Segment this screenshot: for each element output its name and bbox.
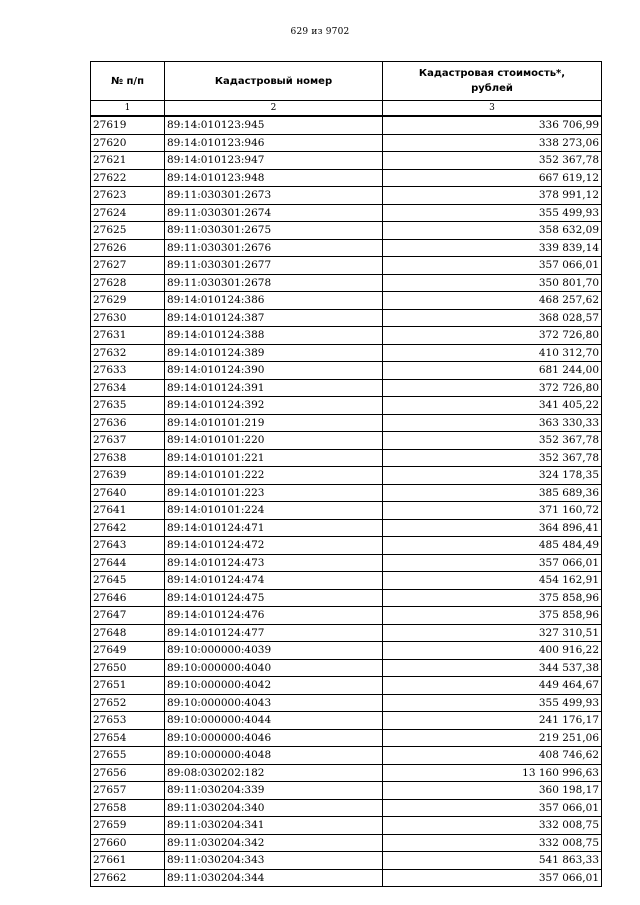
row-number-cell: 27655 bbox=[91, 747, 165, 765]
cadastral-number-cell: 89:11:030301:2677 bbox=[165, 257, 383, 275]
cadastral-number-cell: 89:11:030204:341 bbox=[165, 817, 383, 835]
header-row-number: № п/п bbox=[91, 62, 165, 101]
table-row bbox=[91, 257, 602, 275]
cadastral-value-cell: 358 632,09 bbox=[383, 222, 602, 240]
table-row bbox=[91, 309, 602, 327]
cadastral-value-cell: 385 689,36 bbox=[383, 484, 602, 502]
row-number-cell: 27623 bbox=[91, 187, 165, 205]
cadastral-value-cell: 352 367,78 bbox=[383, 449, 602, 467]
table-row bbox=[91, 572, 602, 590]
cadastral-value-cell: 336 706,99 bbox=[383, 116, 602, 134]
table-row bbox=[91, 467, 602, 485]
cadastral-value-cell: 372 726,80 bbox=[383, 379, 602, 397]
cadastral-number-cell: 89:14:010124:477 bbox=[165, 624, 383, 642]
cadastral-value-cell: 449 464,67 bbox=[383, 677, 602, 695]
table-row bbox=[91, 432, 602, 450]
cadastral-number-cell: 89:10:000000:4048 bbox=[165, 747, 383, 765]
cadastral-number-cell: 89:11:030204:342 bbox=[165, 834, 383, 852]
cadastral-value-cell: 339 839,14 bbox=[383, 239, 602, 257]
cadastral-value-cell: 371 160,72 bbox=[383, 502, 602, 520]
table-row bbox=[91, 799, 602, 817]
cadastral-number-cell: 89:14:010124:388 bbox=[165, 327, 383, 345]
cadastral-value-cell: 357 066,01 bbox=[383, 799, 602, 817]
cadastral-number-cell: 89:08:030202:182 bbox=[165, 764, 383, 782]
table-row bbox=[91, 449, 602, 467]
cadastral-number-cell: 89:14:010101:221 bbox=[165, 449, 383, 467]
table-header-row bbox=[91, 62, 602, 101]
cadastral-value-cell: 408 746,62 bbox=[383, 747, 602, 765]
row-number-cell: 27660 bbox=[91, 834, 165, 852]
row-number-cell: 27656 bbox=[91, 764, 165, 782]
row-number-cell: 27639 bbox=[91, 467, 165, 485]
cadastral-value-cell: 375 858,96 bbox=[383, 589, 602, 607]
table-row bbox=[91, 729, 602, 747]
cadastral-number-cell: 89:14:010124:475 bbox=[165, 589, 383, 607]
row-number-cell: 27653 bbox=[91, 712, 165, 730]
cadastral-number-cell: 89:14:010101:224 bbox=[165, 502, 383, 520]
cadastral-value-cell: 355 499,93 bbox=[383, 694, 602, 712]
row-number-cell: 27627 bbox=[91, 257, 165, 275]
row-number-cell: 27644 bbox=[91, 554, 165, 572]
table-row bbox=[91, 607, 602, 625]
row-number-cell: 27620 bbox=[91, 134, 165, 152]
row-number-cell: 27650 bbox=[91, 659, 165, 677]
cadastral-number-cell: 89:11:030204:339 bbox=[165, 782, 383, 800]
row-number-cell: 27622 bbox=[91, 169, 165, 187]
table-row bbox=[91, 554, 602, 572]
row-number-cell: 27632 bbox=[91, 344, 165, 362]
cadastral-number-cell: 89:14:010124:392 bbox=[165, 397, 383, 415]
cadastral-value-cell: 368 028,57 bbox=[383, 309, 602, 327]
table-row bbox=[91, 677, 602, 695]
cadastral-value-cell: 350 801,70 bbox=[383, 274, 602, 292]
cadastral-value-cell: 352 367,78 bbox=[383, 432, 602, 450]
cadastral-number-cell: 89:14:010123:948 bbox=[165, 169, 383, 187]
header-cadastral-value bbox=[383, 62, 602, 101]
table-row bbox=[91, 379, 602, 397]
cadastral-value-cell: 378 991,12 bbox=[383, 187, 602, 205]
column-number: 1 bbox=[91, 101, 165, 117]
header-cadastral-number: Кадастровый номер bbox=[165, 62, 383, 101]
row-number-cell: 27658 bbox=[91, 799, 165, 817]
row-number-cell: 27648 bbox=[91, 624, 165, 642]
cadastral-value-cell: 327 310,51 bbox=[383, 624, 602, 642]
table-row bbox=[91, 852, 602, 870]
row-number-cell: 27657 bbox=[91, 782, 165, 800]
cadastral-value-cell: 681 244,00 bbox=[383, 362, 602, 380]
header-cadastral-value-line1: Кадастровая стоимость*, bbox=[418, 68, 566, 79]
cadastral-value-cell: 363 330,33 bbox=[383, 414, 602, 432]
row-number-cell: 27647 bbox=[91, 607, 165, 625]
cadastral-number-cell: 89:14:010101:220 bbox=[165, 432, 383, 450]
row-number-cell: 27654 bbox=[91, 729, 165, 747]
cadastral-value-cell: 341 405,22 bbox=[383, 397, 602, 415]
page-number-header: 629 из 9702 bbox=[290, 27, 350, 37]
cadastral-number-cell: 89:11:030204:343 bbox=[165, 852, 383, 870]
cadastral-number-cell: 89:14:010124:390 bbox=[165, 362, 383, 380]
row-number-cell: 27651 bbox=[91, 677, 165, 695]
cadastral-value-cell: 360 198,17 bbox=[383, 782, 602, 800]
cadastral-value-cell: 468 257,62 bbox=[383, 292, 602, 310]
cadastral-value-cell: 357 066,01 bbox=[383, 257, 602, 275]
row-number-cell: 27642 bbox=[91, 519, 165, 537]
table-row bbox=[91, 239, 602, 257]
table-row bbox=[91, 484, 602, 502]
table-row bbox=[91, 782, 602, 800]
header-cadastral-value-line2: рублей bbox=[471, 83, 513, 94]
row-number-cell: 27621 bbox=[91, 152, 165, 170]
table-row bbox=[91, 414, 602, 432]
cadastral-value-cell: 667 619,12 bbox=[383, 169, 602, 187]
cadastral-number-cell: 89:14:010124:472 bbox=[165, 537, 383, 555]
table-row bbox=[91, 747, 602, 765]
table-row bbox=[91, 712, 602, 730]
row-number-cell: 27649 bbox=[91, 642, 165, 660]
cadastral-number-cell: 89:11:030301:2674 bbox=[165, 204, 383, 222]
cadastral-number-cell: 89:11:030301:2678 bbox=[165, 274, 383, 292]
row-number-cell: 27629 bbox=[91, 292, 165, 310]
cadastral-value-cell: 485 484,49 bbox=[383, 537, 602, 555]
row-number-cell: 27641 bbox=[91, 502, 165, 520]
row-number-cell: 27659 bbox=[91, 817, 165, 835]
cadastral-value-cell: 410 312,70 bbox=[383, 344, 602, 362]
cadastral-value-cell: 332 008,75 bbox=[383, 834, 602, 852]
row-number-cell: 27626 bbox=[91, 239, 165, 257]
table-row bbox=[91, 642, 602, 660]
table-row bbox=[91, 589, 602, 607]
column-number: 2 bbox=[165, 101, 383, 117]
cadastral-number-cell: 89:14:010101:219 bbox=[165, 414, 383, 432]
cadastral-number-cell: 89:14:010101:223 bbox=[165, 484, 383, 502]
cadastral-value-cell: 344 537,38 bbox=[383, 659, 602, 677]
cadastral-value-cell: 13 160 996,63 bbox=[383, 764, 602, 782]
cadastral-number-cell: 89:14:010124:391 bbox=[165, 379, 383, 397]
row-number-cell: 27637 bbox=[91, 432, 165, 450]
table-row bbox=[91, 397, 602, 415]
table-row bbox=[91, 344, 602, 362]
row-number-cell: 27645 bbox=[91, 572, 165, 590]
cadastral-value-cell: 219 251,06 bbox=[383, 729, 602, 747]
row-number-cell: 27628 bbox=[91, 274, 165, 292]
cadastral-number-cell: 89:14:010123:945 bbox=[165, 116, 383, 134]
cadastral-number-cell: 89:10:000000:4040 bbox=[165, 659, 383, 677]
cadastral-number-cell: 89:10:000000:4046 bbox=[165, 729, 383, 747]
row-number-cell: 27625 bbox=[91, 222, 165, 240]
cadastral-number-cell: 89:11:030301:2673 bbox=[165, 187, 383, 205]
cadastral-value-cell: 338 273,06 bbox=[383, 134, 602, 152]
row-number-cell: 27630 bbox=[91, 309, 165, 327]
table-row bbox=[91, 134, 602, 152]
table-row bbox=[91, 537, 602, 555]
cadastral-value-cell: 364 896,41 bbox=[383, 519, 602, 537]
table-row bbox=[91, 292, 602, 310]
row-number-cell: 27643 bbox=[91, 537, 165, 555]
column-number: 3 bbox=[383, 101, 602, 117]
row-number-cell: 27631 bbox=[91, 327, 165, 345]
row-number-cell: 27661 bbox=[91, 852, 165, 870]
cadastral-value-cell: 355 499,93 bbox=[383, 204, 602, 222]
cadastral-value-cell: 372 726,80 bbox=[383, 327, 602, 345]
table-row bbox=[91, 817, 602, 835]
row-number-cell: 27652 bbox=[91, 694, 165, 712]
table-body bbox=[91, 116, 602, 887]
cadastral-number-cell: 89:14:010123:947 bbox=[165, 152, 383, 170]
cadastral-number-cell: 89:14:010101:222 bbox=[165, 467, 383, 485]
cadastral-value-cell: 400 916,22 bbox=[383, 642, 602, 660]
table-row bbox=[91, 222, 602, 240]
table-row bbox=[91, 624, 602, 642]
cadastral-number-cell: 89:14:010124:386 bbox=[165, 292, 383, 310]
cadastral-number-cell: 89:14:010124:473 bbox=[165, 554, 383, 572]
cadastral-number-cell: 89:11:030301:2675 bbox=[165, 222, 383, 240]
row-number-cell: 27638 bbox=[91, 449, 165, 467]
cadastral-value-cell: 352 367,78 bbox=[383, 152, 602, 170]
table-row bbox=[91, 362, 602, 380]
cadastral-number-cell: 89:14:010124:471 bbox=[165, 519, 383, 537]
cadastral-table bbox=[90, 61, 602, 887]
cadastral-number-cell: 89:11:030204:340 bbox=[165, 799, 383, 817]
cadastral-value-cell: 357 066,01 bbox=[383, 869, 602, 887]
cadastral-value-cell: 332 008,75 bbox=[383, 817, 602, 835]
cadastral-number-cell: 89:14:010124:476 bbox=[165, 607, 383, 625]
table-row bbox=[91, 834, 602, 852]
cadastral-number-cell: 89:14:010124:389 bbox=[165, 344, 383, 362]
row-number-cell: 27640 bbox=[91, 484, 165, 502]
table-row bbox=[91, 204, 602, 222]
cadastral-number-cell: 89:14:010123:946 bbox=[165, 134, 383, 152]
column-number-row bbox=[91, 101, 602, 117]
table-row bbox=[91, 116, 602, 134]
table-row bbox=[91, 187, 602, 205]
row-number-cell: 27624 bbox=[91, 204, 165, 222]
table-row bbox=[91, 327, 602, 345]
table-row bbox=[91, 659, 602, 677]
cadastral-value-cell: 541 863,33 bbox=[383, 852, 602, 870]
table-row bbox=[91, 169, 602, 187]
row-number-cell: 27619 bbox=[91, 116, 165, 134]
row-number-cell: 27662 bbox=[91, 869, 165, 887]
table-row bbox=[91, 274, 602, 292]
row-number-cell: 27633 bbox=[91, 362, 165, 380]
cadastral-number-cell: 89:14:010124:387 bbox=[165, 309, 383, 327]
cadastral-number-cell: 89:14:010124:474 bbox=[165, 572, 383, 590]
row-number-cell: 27635 bbox=[91, 397, 165, 415]
table-row bbox=[91, 869, 602, 887]
table-row bbox=[91, 694, 602, 712]
row-number-cell: 27636 bbox=[91, 414, 165, 432]
cadastral-value-cell: 375 858,96 bbox=[383, 607, 602, 625]
table-row bbox=[91, 502, 602, 520]
table-row bbox=[91, 152, 602, 170]
table-row bbox=[91, 519, 602, 537]
cadastral-value-cell: 454 162,91 bbox=[383, 572, 602, 590]
cadastral-number-cell: 89:11:030301:2676 bbox=[165, 239, 383, 257]
row-number-cell: 27634 bbox=[91, 379, 165, 397]
cadastral-value-cell: 241 176,17 bbox=[383, 712, 602, 730]
cadastral-number-cell: 89:10:000000:4044 bbox=[165, 712, 383, 730]
cadastral-number-cell: 89:10:000000:4043 bbox=[165, 694, 383, 712]
cadastral-value-cell: 357 066,01 bbox=[383, 554, 602, 572]
cadastral-number-cell: 89:10:000000:4042 bbox=[165, 677, 383, 695]
row-number-cell: 27646 bbox=[91, 589, 165, 607]
cadastral-number-cell: 89:11:030204:344 bbox=[165, 869, 383, 887]
cadastral-value-cell: 324 178,35 bbox=[383, 467, 602, 485]
cadastral-number-cell: 89:10:000000:4039 bbox=[165, 642, 383, 660]
table-row bbox=[91, 764, 602, 782]
